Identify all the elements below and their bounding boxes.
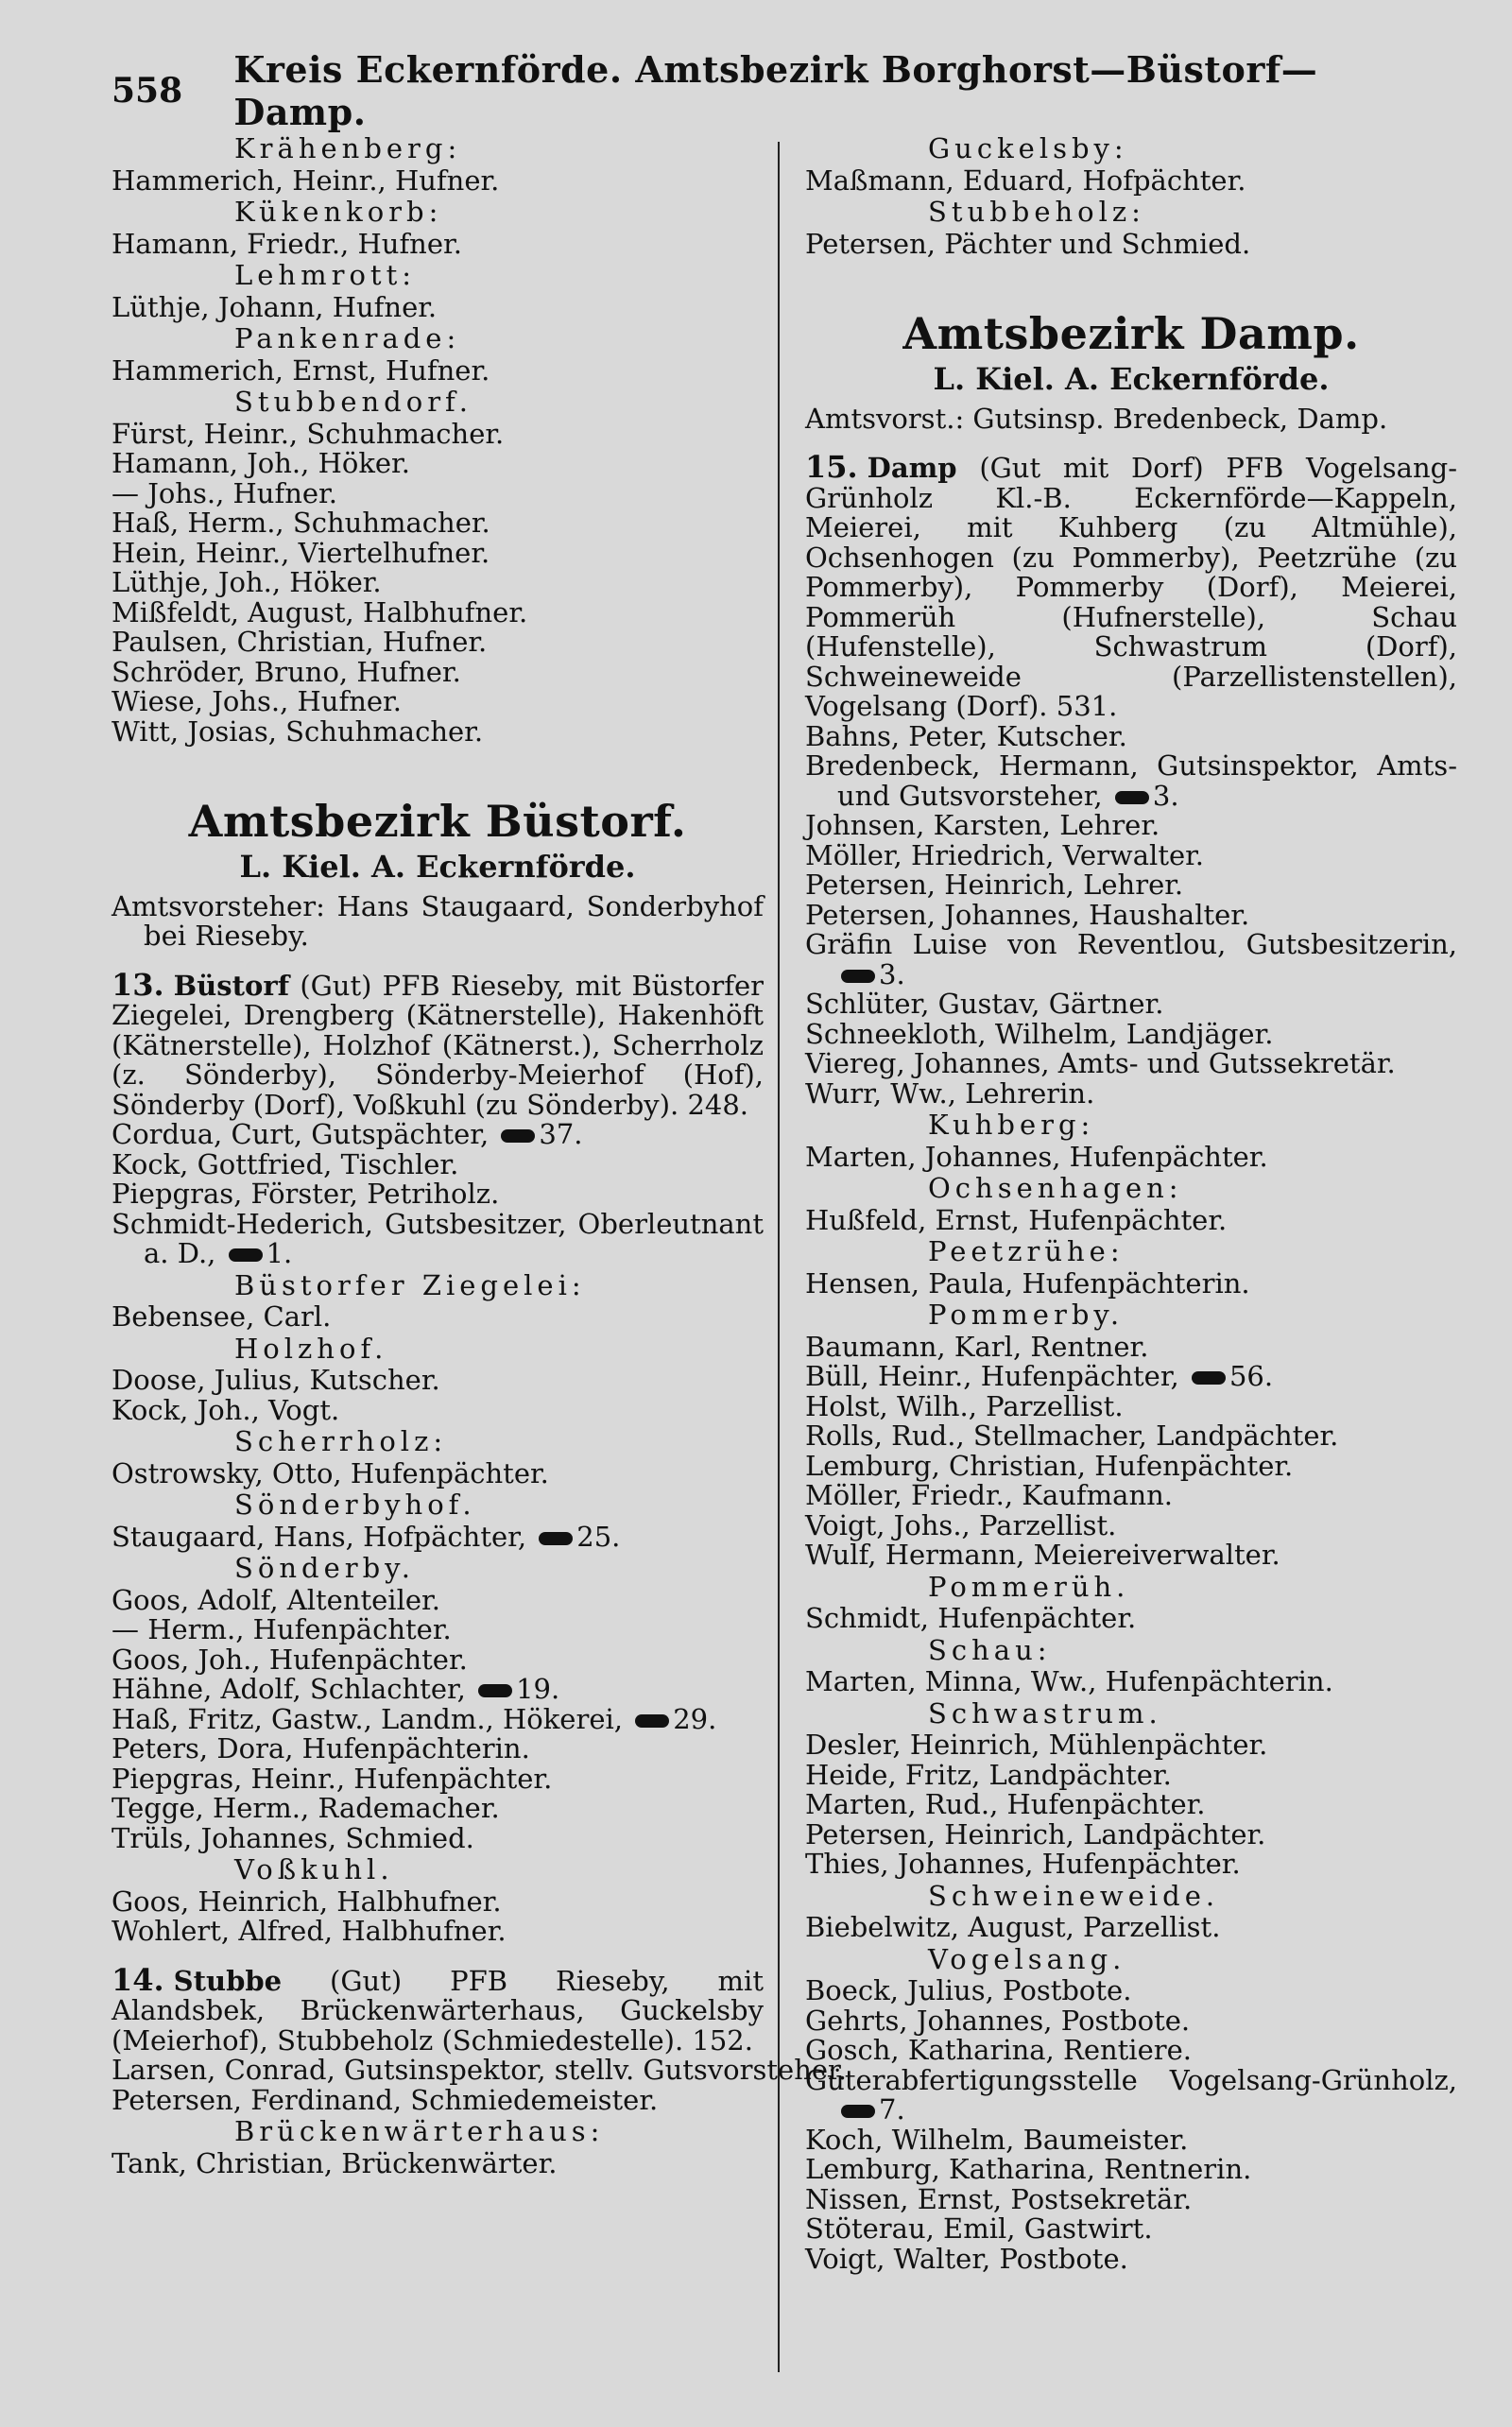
entry-text: Büll, Heinr., Hufenpächter, — [805, 1360, 1179, 1392]
directory-entry — [112, 714, 764, 748]
entry-text: Hein, Heinr., Viertelhufner. — [112, 536, 490, 569]
column-divider — [778, 142, 780, 2372]
directory-entry — [112, 1734, 764, 1764]
directory-entry — [805, 1389, 1457, 1422]
directory-entry — [805, 811, 1457, 841]
telephone-number — [489, 1118, 582, 1150]
directory-entry — [805, 1758, 1457, 1791]
place-heading: Pommerüh. — [928, 1570, 1130, 1603]
directory-entry — [805, 1667, 1457, 1697]
entry-text: Bahns, Peter, Kutscher. — [805, 719, 1127, 752]
entry-text: Goos, Joh., Hufenpächter. — [112, 1643, 468, 1676]
telephone-value: 29. — [673, 1702, 717, 1735]
telephone-icon — [1115, 791, 1149, 804]
entry-text: Peters, Dora, Hufenpächterin. — [112, 1732, 530, 1764]
district-line: L. Kiel. A. Eckernförde. — [933, 361, 1330, 397]
amtsvorsteher-line: Amtsvorsteher: Hans Staugaard, Sonderbyhof bei Rieseby. — [112, 889, 764, 952]
directory-entry — [112, 1207, 764, 1269]
directory-entry — [112, 1887, 764, 1918]
directory-entry — [805, 1266, 1457, 1300]
locality-name: Damp — [867, 452, 957, 484]
locality-name: Stubbe — [173, 1964, 283, 1997]
directory-entry — [112, 449, 764, 479]
directory-entry — [805, 1362, 1457, 1392]
locality-name: Büstorf — [173, 969, 290, 1002]
telephone-number — [466, 1673, 559, 1705]
place-heading: Holzhof. — [234, 1332, 388, 1365]
directory-entry — [112, 1583, 764, 1616]
telephone-icon — [841, 2105, 875, 2118]
entry-text: Voigt, Johs., Parzellist. — [805, 1508, 1117, 1541]
entry-text: Haß, Fritz, Gastw., Landm., Hökerei, — [112, 1702, 623, 1735]
directory-entry — [112, 2146, 764, 2179]
entry-text: Gräfin Luise von Reventlou, Gutsbesitzerin, — [805, 928, 1457, 960]
telephone-value: 1. — [266, 1237, 293, 1269]
place-heading: Schau: — [928, 1633, 1052, 1666]
directory-entry — [805, 2123, 1457, 2156]
left-list-14 — [112, 2054, 847, 2179]
telephone-number — [837, 958, 905, 990]
entry-text: Kock, Gottfried, Tischler. — [112, 1147, 459, 1180]
directory-entry — [112, 1615, 764, 1645]
directory-entry — [112, 1393, 764, 1426]
place-heading: Pankenrade: — [234, 322, 461, 354]
directory-entry — [805, 1330, 1457, 1363]
entry-text: Möller, Friedr., Kaufmann. — [805, 1479, 1174, 1511]
entry-text: Schlüter, Gustav, Gärtner. — [805, 988, 1164, 1020]
telephone-number — [837, 2093, 905, 2126]
directory-entry — [805, 1049, 1457, 1079]
entry-text: Koch, Wilhelm, Baumeister. — [805, 2123, 1189, 2156]
entry-text: Bebensee, Carl. — [112, 1300, 332, 1333]
directory-entry — [805, 719, 1457, 752]
left-list-13 — [112, 1120, 764, 1947]
right-top-list — [805, 134, 1457, 259]
place-heading: Kükenkorb: — [234, 196, 443, 228]
telephone-icon — [841, 970, 875, 983]
directory-entry — [805, 2036, 1457, 2066]
entry-text: Thies, Johannes, Hufenpächter. — [805, 1848, 1241, 1880]
district-line: L. Kiel. A. Eckernförde. — [239, 849, 636, 885]
entry-text: Petersen, Ferdinand, Schmiedemeister. — [112, 2083, 659, 2116]
entry-text: Haß, Herm., Schuhmacher. — [112, 507, 490, 539]
entry-text: Biebelwitz, August, Parzellist. — [805, 1911, 1221, 1943]
entry-text: Hammerich, Heinr., Hufner. — [112, 164, 500, 197]
directory-entry — [805, 1541, 1457, 1571]
directory-entry — [805, 1421, 1457, 1452]
locality-paragraph-15 — [805, 449, 1457, 722]
entry-text: Mißfeldt, August, Halbhufner. — [112, 595, 528, 628]
locality-description: (Gut mit Dorf) PFB Vogelsang-Grünholz Kl.-B. Eckernförde—Kappeln, Meierei, mit Kuhberg (zu Altmühle), Ochsenhogen (zu Pommerby), Peetzrühe (zu Pommerby), Pommerby (Dorf), Meierei, Pommerüh (Hufnerstelle), Schau (Hufenstelle), Schwastrum (Dorf), Schweineweide (Parzellistenstellen), Vogelsang (Dorf). 531. — [805, 452, 1457, 722]
directory-entry — [805, 1449, 1457, 1482]
directory-entry — [112, 508, 764, 539]
telephone-value: 3. — [1152, 779, 1179, 812]
telephone-number — [1103, 780, 1179, 812]
entry-text: Kock, Joh., Vogt. — [112, 1393, 340, 1426]
left-top-list — [112, 134, 764, 747]
directory-entry — [805, 1850, 1457, 1880]
locality-number: 15. — [805, 449, 858, 485]
directory-entry — [805, 898, 1457, 931]
entry-text: Hensen, Paula, Hufenpächterin. — [805, 1266, 1250, 1300]
entry-text: Marten, Minna, Ww., Hufenpächterin. — [805, 1665, 1333, 1697]
place-heading: Stubbeholz: — [928, 196, 1145, 228]
telephone-number — [526, 1521, 620, 1553]
directory-entry — [112, 1179, 764, 1210]
directory-entry — [805, 930, 1457, 990]
locality-description: (Gut) PFB Rieseby, mit Büstorfer Ziegelei, Drengberg (Kätnerstelle), Hakenhöft (Kätnerstelle), Holzhof (Kätnerst.), Scherrholz (z. Sönderby), Sönderby-Meierhof (Hof), Sönderby (Dorf), Voßkuhl (zu Sönderby). 248. — [112, 969, 764, 1121]
entry-text: Baumann, Karl, Rentner. — [805, 1330, 1149, 1363]
entry-text: Wiese, Johs., Hufner. — [112, 685, 402, 717]
directory-entry — [805, 1017, 1457, 1050]
directory-entry — [112, 476, 764, 509]
directory-entry — [805, 1730, 1457, 1761]
page-header — [112, 48, 1444, 133]
entry-text: Paulsen, Christian, Hufner. — [112, 626, 488, 658]
directory-entry — [805, 1140, 1457, 1173]
locality-description: (Gut) PFB Rieseby, mit Alandsbek, Brückenwärterhaus, Guckelsby (Meierhof), Stubbeholz (Schmiedestelle). 152. — [112, 1964, 764, 2057]
place-heading: Sönderbyhof. — [234, 1489, 476, 1521]
right-list-15 — [805, 719, 1457, 2275]
directory-entry — [112, 536, 764, 569]
entry-text: Nissen, Ernst, Postsekretär. — [805, 2182, 1193, 2215]
directory-entry — [112, 1147, 764, 1180]
spacer — [805, 434, 1457, 453]
place-heading: Brückenwärterhaus: — [234, 2115, 605, 2147]
directory-entry — [805, 1481, 1457, 1511]
telephone-value: 56. — [1228, 1360, 1274, 1392]
directory-entry — [112, 687, 764, 717]
directory-entry — [805, 166, 1457, 197]
entry-text: Viereg, Johannes, Amts- und Gutssekretär. — [805, 1047, 1396, 1079]
place-heading: Guckelsby: — [928, 132, 1128, 164]
telephone-value: 25. — [576, 1520, 621, 1553]
locality-paragraph-14 — [112, 1961, 764, 2057]
telephone-icon — [635, 1714, 669, 1728]
place-heading: Scherrholz: — [234, 1425, 448, 1457]
entry-text: Fürst, Heinr., Schuhmacher. — [112, 417, 505, 450]
directory-entry — [805, 1790, 1457, 1820]
section-title-buestorf: Amtsbezirk Büstorf. — [188, 796, 687, 847]
entry-text: Hamann, Joh., Höker. — [112, 447, 410, 479]
entry-text: Lüthje, Johann, Hufner. — [112, 290, 438, 323]
entry-text: Hamann, Friedr., Hufner. — [112, 227, 462, 260]
entry-text: Marten, Rud., Hufenpächter. — [805, 1788, 1206, 1820]
directory-entry — [112, 595, 764, 628]
directory-entry — [112, 290, 764, 323]
entry-text: Boeck, Julius, Postbote. — [805, 1974, 1132, 2006]
section-title-damp: Amtsbezirk Damp. — [902, 308, 1360, 359]
directory-entry — [805, 751, 1457, 811]
directory-entry — [805, 870, 1457, 901]
entry-text: Maßmann, Eduard, Hofpächter. — [805, 164, 1246, 197]
entry-text: Rolls, Rud., Stellmacher, Landpächter. — [805, 1420, 1339, 1452]
entry-text: Johnsen, Karsten, Lehrer. — [805, 809, 1160, 841]
locality-paragraph-13 — [112, 966, 764, 1121]
entry-text: Hähne, Adolf, Schlachter, — [112, 1673, 466, 1705]
entry-text: Heide, Fritz, Landpächter. — [805, 1758, 1172, 1791]
entry-text: — Johs., Hufner. — [112, 476, 337, 509]
page-number: 558 — [112, 71, 183, 111]
entry-text: Lemburg, Katharina, Rentnerin. — [805, 2153, 1252, 2185]
entry-text: Goos, Adolf, Altenteiler. — [112, 1583, 440, 1616]
telephone-value: 37. — [539, 1118, 583, 1150]
entry-text: Trüls, Johannes, Schmied. — [112, 1821, 474, 1854]
place-heading: Ochsenhagen: — [928, 1172, 1183, 1204]
telephone-number — [215, 1237, 292, 1269]
place-heading: Schweineweide. — [928, 1879, 1220, 1912]
entry-text: Voigt, Walter, Postbote. — [805, 2242, 1128, 2275]
directory-entry — [805, 2214, 1457, 2245]
entry-text: Hammerich, Ernst, Hufner. — [112, 353, 490, 387]
directory-entry — [805, 227, 1457, 260]
directory-entry — [112, 1120, 764, 1150]
telephone-number — [1179, 1360, 1273, 1392]
locality-number: 14. — [112, 1961, 164, 1998]
directory-entry — [805, 1508, 1457, 1541]
directory-entry — [112, 1917, 764, 1947]
place-heading: Peetzrühe: — [928, 1235, 1125, 1267]
running-title: Kreis Eckernförde. Amtsbezirk Borghorst—Büstorf—Damp. — [233, 48, 1318, 133]
directory-entry — [112, 1794, 764, 1824]
directory-entry — [112, 2083, 764, 2116]
directory-entry — [112, 1821, 764, 1854]
entry-text: Desler, Heinrich, Mühlenpächter. — [805, 1729, 1268, 1761]
telephone-icon — [501, 1129, 535, 1143]
entry-text: Güterabfertigungsstelle Vogelsang-Grünholz, — [805, 2063, 1457, 2096]
directory-entry — [112, 353, 764, 387]
locality-number: 13. — [112, 966, 164, 1003]
place-heading: Krähenberg: — [234, 132, 462, 164]
entry-text: Piepgras, Förster, Petriholz. — [112, 1178, 500, 1210]
directory-entry — [112, 166, 764, 197]
entry-text: Petersen, Heinrich, Landpächter. — [805, 1817, 1266, 1850]
directory-entry — [112, 1645, 764, 1676]
entry-text: Petersen, Johannes, Haushalter. — [805, 898, 1250, 931]
directory-entry — [112, 1302, 764, 1333]
directory-entry — [805, 838, 1457, 871]
directory-entry — [112, 2054, 847, 2086]
directory-entry — [805, 1604, 1457, 1634]
place-heading: Stubbendorf. — [234, 386, 472, 418]
telephone-value: 19. — [516, 1673, 560, 1705]
entry-text: Doose, Julius, Kutscher. — [112, 1364, 440, 1396]
entry-text: Ostrowsky, Otto, Hufenpächter. — [112, 1456, 549, 1489]
directory-entry — [805, 1817, 1457, 1850]
entry-text: Witt, Josias, Schuhmacher. — [112, 714, 484, 748]
entry-text: Hußfeld, Ernst, Hufenpächter. — [805, 1203, 1228, 1236]
directory-entry — [112, 1675, 764, 1705]
spacer — [112, 952, 764, 971]
directory-entry — [805, 2155, 1457, 2185]
telephone-icon — [539, 1532, 573, 1545]
directory-entry — [805, 2063, 1457, 2126]
directory-entry — [805, 1913, 1457, 1943]
directory-entry — [805, 990, 1457, 1020]
directory-entry — [112, 1764, 764, 1795]
directory-entry — [112, 1702, 764, 1735]
directory-entry — [805, 2006, 1457, 2037]
place-heading: Sönderby. — [234, 1552, 415, 1584]
left-column — [112, 132, 847, 2389]
place-heading: Kuhberg: — [928, 1109, 1095, 1141]
entry-text: Larsen, Conrad, Gutsinspektor, stellv. Gutsvorsteher. — [112, 2054, 847, 2086]
entry-text: Piepgras, Heinr., Hufenpächter. — [112, 1762, 553, 1795]
entry-text: Schröder, Bruno, Hufner. — [112, 655, 461, 688]
place-heading: Pommerby. — [928, 1299, 1125, 1331]
right-column — [805, 132, 1457, 2389]
directory-entry — [112, 628, 764, 658]
entry-text: Marten, Johannes, Hufenpächter. — [805, 1140, 1268, 1173]
entry-text: Wurr, Ww., Lehrerin. — [805, 1076, 1095, 1110]
telephone-icon — [478, 1684, 512, 1697]
directory-entry — [112, 1366, 764, 1396]
directory-entry — [805, 2182, 1457, 2215]
entry-text: Tank, Christian, Brückenwärter. — [112, 2146, 558, 2179]
entry-text: Cordua, Curt, Gutspächter, — [112, 1118, 490, 1150]
spacer — [112, 1947, 764, 1966]
telephone-icon — [1192, 1371, 1226, 1385]
directory-entry — [112, 1456, 764, 1489]
directory-entry — [112, 1520, 764, 1553]
entry-text: Möller, Hriedrich, Verwalter. — [805, 838, 1205, 871]
place-heading: Voßkuhl. — [234, 1853, 394, 1885]
entry-text: Bredenbeck, Hermann, Gutsinspektor, Amts- und Gutsvorsteher, — [805, 749, 1457, 812]
entry-text: Goos, Heinrich, Halbhufner. — [112, 1885, 502, 1918]
entry-text: Stöterau, Emil, Gastwirt. — [805, 2212, 1153, 2245]
place-heading: Vogelsang. — [928, 1942, 1126, 1975]
directory-entry — [805, 1076, 1457, 1110]
entry-text: Petersen, Pächter und Schmied. — [805, 227, 1251, 260]
amtsvorsteher-line: Amtsvorst.: Gutsinsp. Bredenbeck, Damp. — [805, 402, 1388, 435]
directory-entry — [112, 227, 764, 260]
entry-text: — Herm., Hufenpächter. — [112, 1613, 452, 1645]
directory-entry — [112, 417, 764, 450]
entry-text: Schmidt-Hederich, Gutsbesitzer, Oberleutnant a. D., — [112, 1207, 764, 1269]
entry-text: Petersen, Heinrich, Lehrer. — [805, 869, 1184, 901]
entry-text: Lemburg, Christian, Hufenpächter. — [805, 1449, 1294, 1482]
entry-text: Lüthje, Joh., Höker. — [112, 566, 382, 598]
directory-entry — [805, 1976, 1457, 2006]
telephone-value: 7. — [879, 2093, 905, 2126]
entry-text: Wohlert, Alfred, Halbhufner. — [112, 1915, 507, 1947]
telephone-value: 3. — [879, 957, 905, 990]
entry-text: Schneekloth, Wilhelm, Landjäger. — [805, 1017, 1274, 1050]
place-heading: Schwastrum. — [928, 1696, 1162, 1730]
place-heading: Büstorfer Ziegelei: — [234, 1268, 586, 1301]
entry-text: Wulf, Hermann, Meiereiverwalter. — [805, 1539, 1280, 1571]
telephone-number — [623, 1703, 716, 1735]
entry-text: Schmidt, Hufenpächter. — [805, 1602, 1137, 1634]
directory-entry — [805, 1203, 1457, 1236]
entry-text: Tegge, Herm., Rademacher. — [112, 1792, 500, 1824]
entry-text: Gosch, Katharina, Rentiere. — [805, 2034, 1192, 2066]
directory-entry — [112, 568, 764, 598]
directory-entry — [112, 655, 764, 688]
directory-entry — [805, 2242, 1457, 2275]
entry-text: Gehrts, Johannes, Postbote. — [805, 2004, 1191, 2037]
entry-text: Staugaard, Hans, Hofpächter, — [112, 1520, 527, 1553]
place-heading: Lehmrott: — [234, 259, 416, 291]
entry-text: Holst, Wilh., Parzellist. — [805, 1389, 1124, 1422]
telephone-icon — [229, 1248, 263, 1262]
